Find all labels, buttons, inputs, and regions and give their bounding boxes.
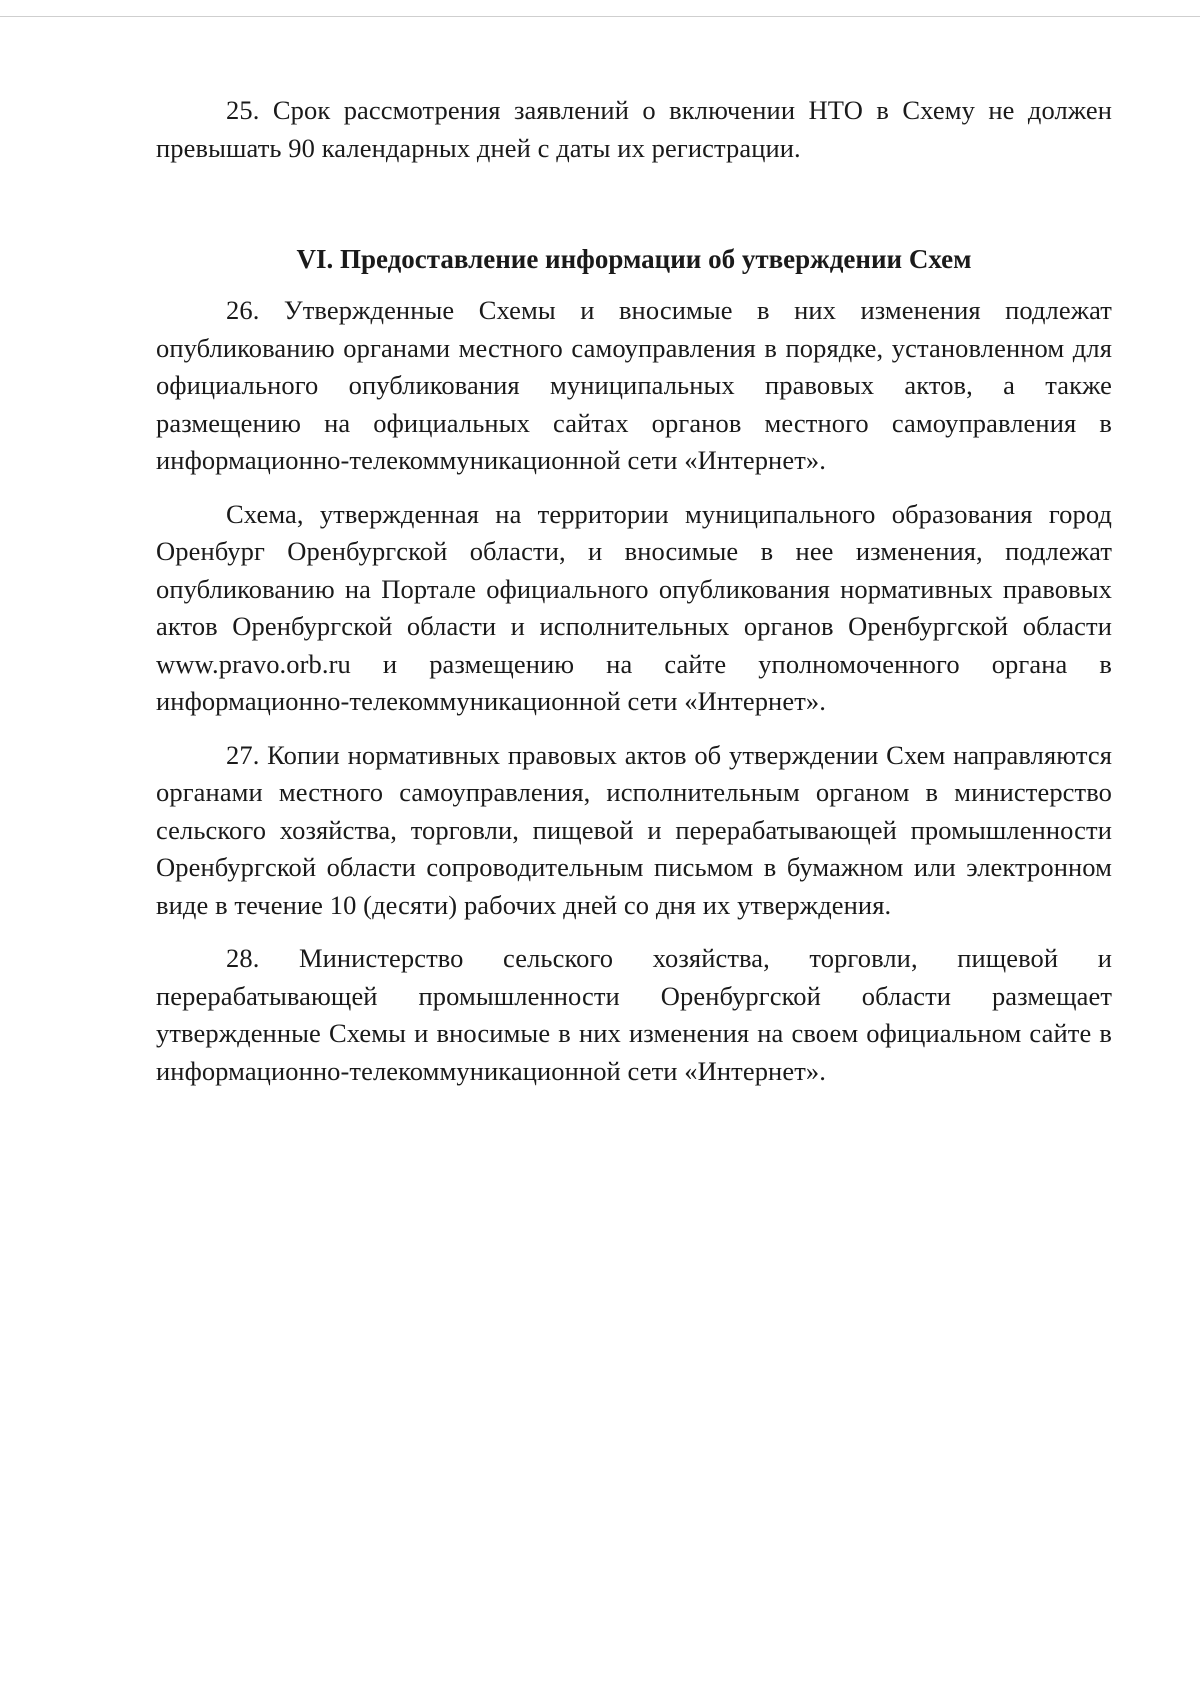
section-heading: VI. Предоставление информации об утверждении Схем	[296, 244, 972, 274]
paragraph-28: 28. Министерство сельского хозяйства, торговли, пищевой и перерабатывающей промышленности Оренбургской области размещает утвержденные Схемы и вносимые в них изменения на своем официальном сайте в информационно-телекоммуникационной сети «Интернет».	[156, 943, 1112, 1086]
scan-top-edge	[0, 16, 1200, 17]
document-body	[156, 92, 1112, 1090]
paragraph-25: 25. Срок рассмотрения заявлений о включении НТО в Схему не должен превышать 90 календарных дней с даты их регистрации.	[156, 95, 1112, 163]
paragraph-26: 26. Утвержденные Схемы и вносимые в них изменения подлежат опубликованию органами местного самоуправления в порядке, установленном для официального опубликования муниципальных правовых актов, а также размещению на официальных сайтах органов местного самоуправления в информационно-телекоммуникационной сети «Интернет».	[156, 295, 1112, 475]
paragraph-26-continued: Схема, утвержденная на территории муниципального образования город Оренбург Оренбургской области, и вносимые в нее изменения, подлежат опубликованию на Портале официального опубликования нормативных правовых актов Оренбургской области и исполнительных органов Оренбургской области www.pravo.orb.ru и размещению на сайте уполномоченного органа в информационно-телекоммуникационной сети «Интернет».	[156, 498, 1112, 716]
paragraph-27: 27. Копии нормативных правовых актов об утверждении Схем направляются органами местного самоуправления, исполнительным органом в министерство сельского хозяйства, торговли, пищевой и перерабатывающей промышленности Оренбургской области сопроводительным письмом в бумажном или электронном виде в течение 10 (десяти) рабочих дней со дня их утверждения.	[156, 739, 1112, 920]
